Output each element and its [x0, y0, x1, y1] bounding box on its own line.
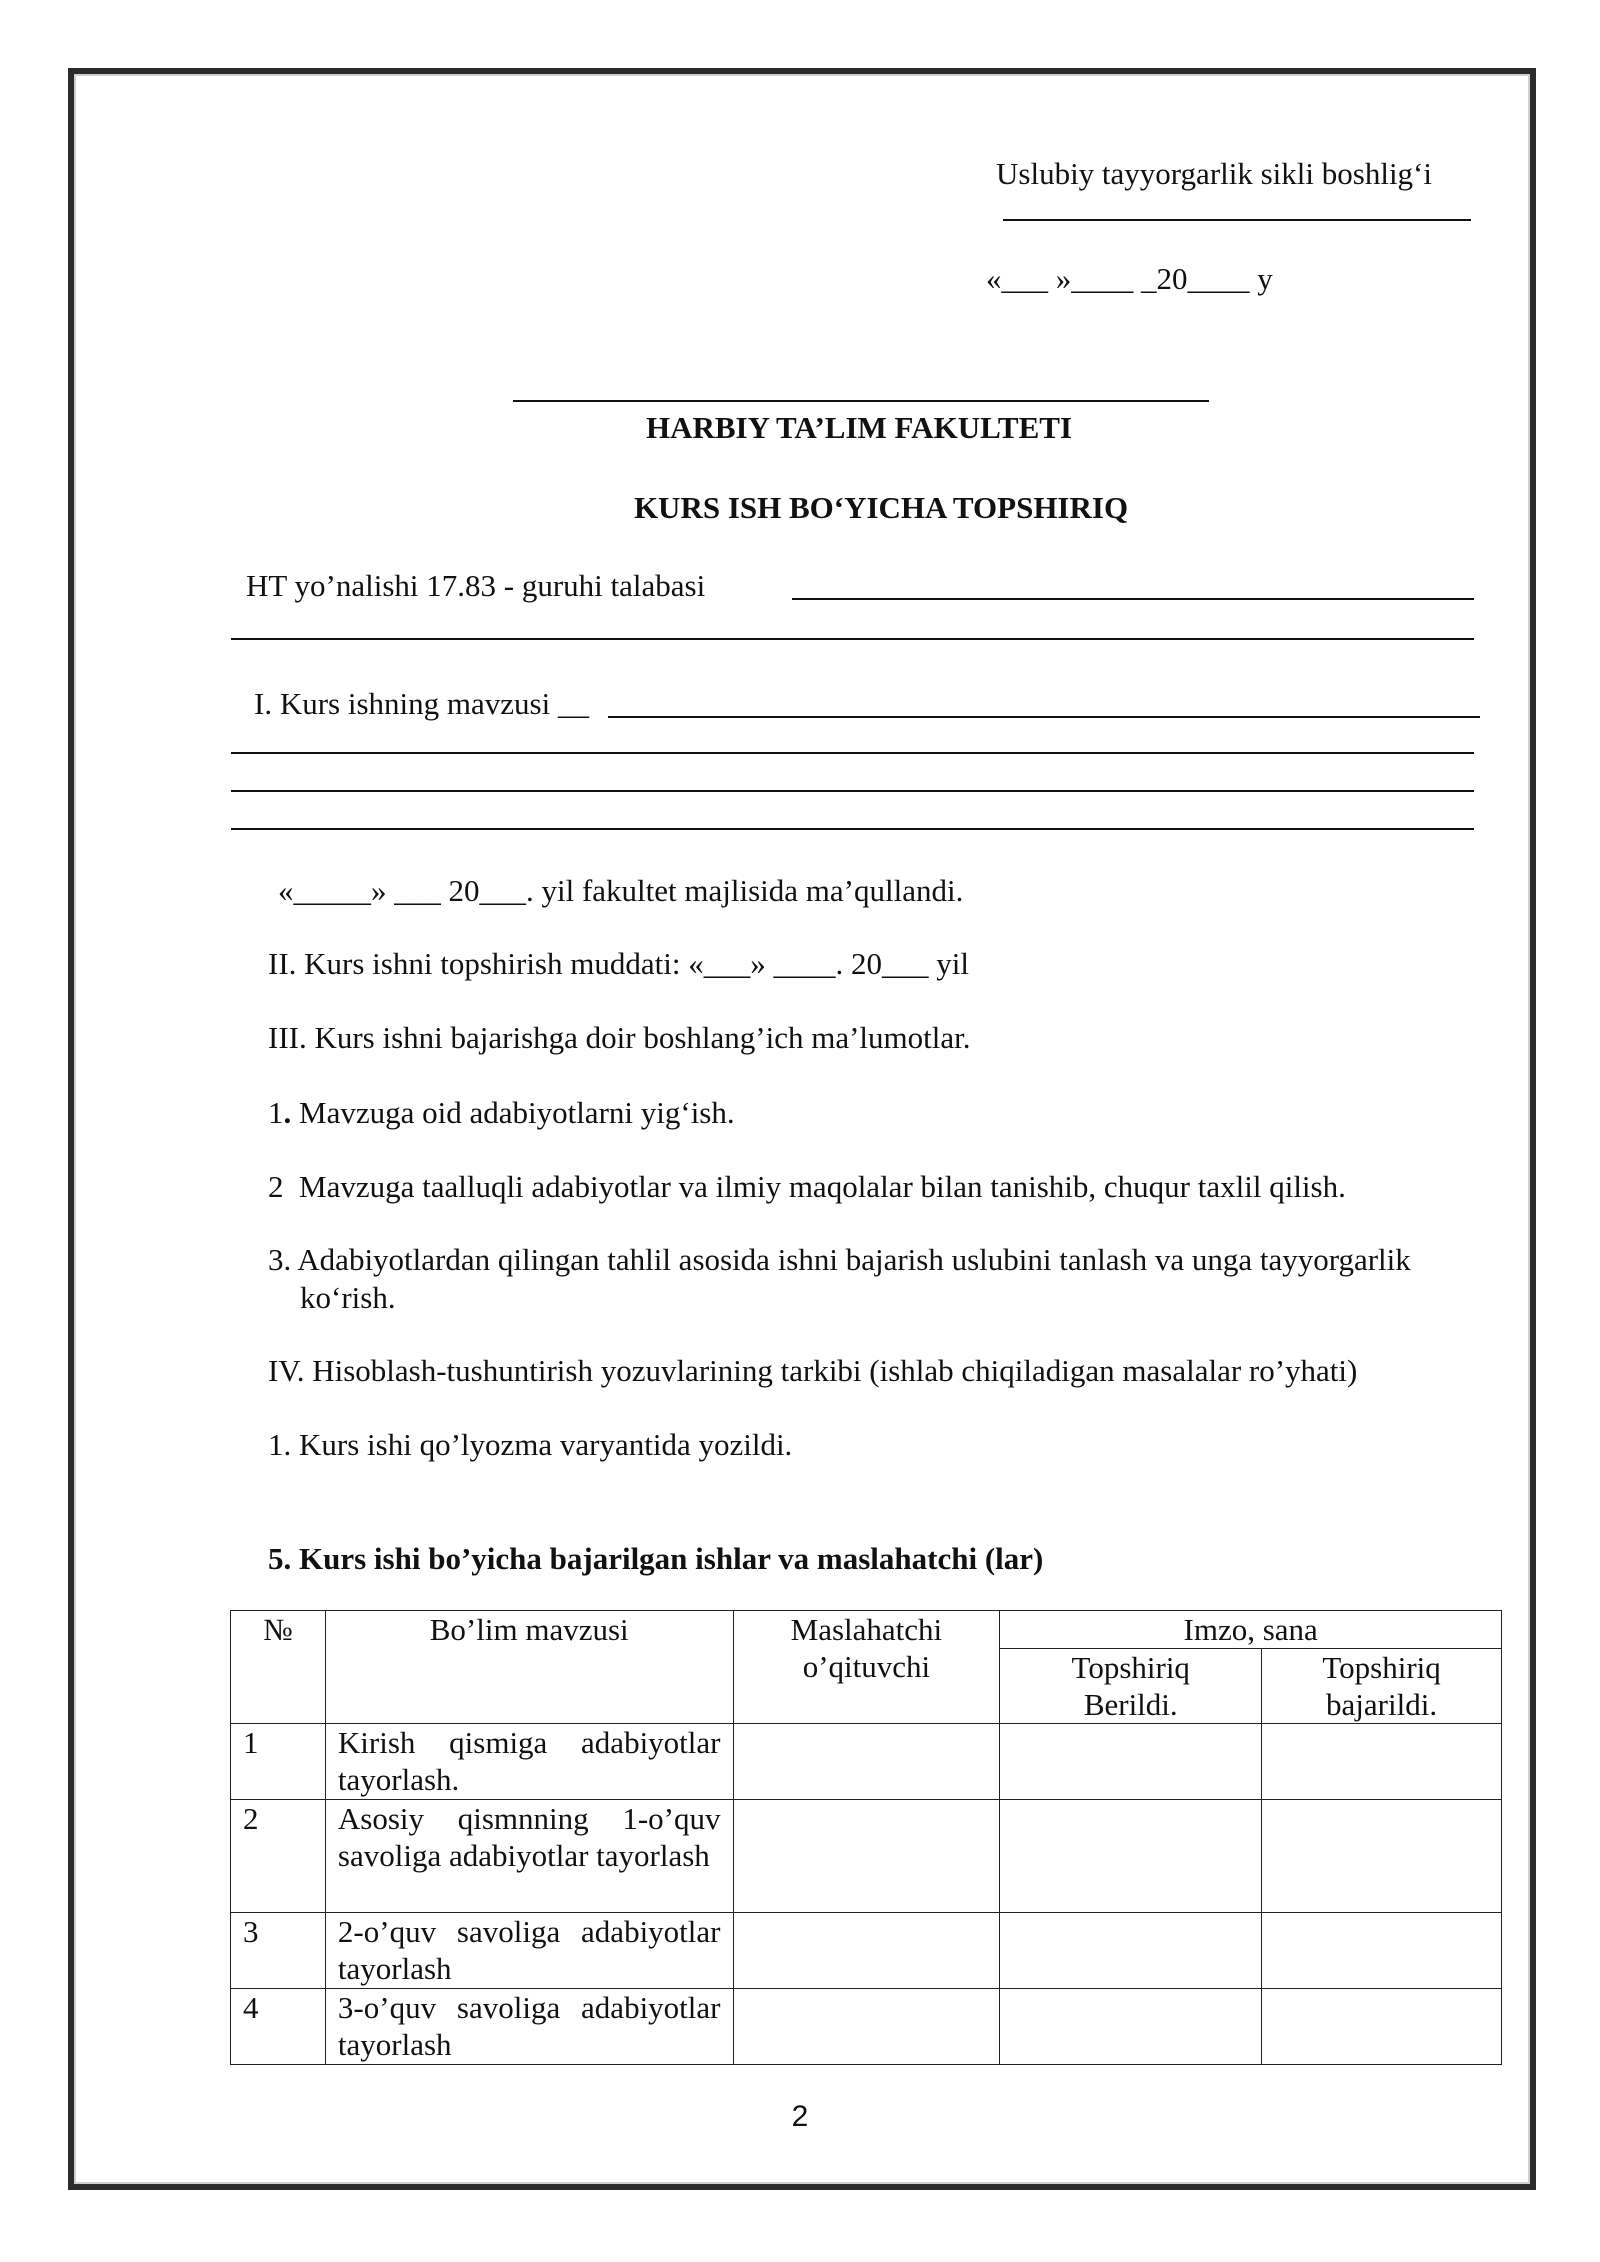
row-topic: Asosiy qismnning 1-o’quv savoliga adabiyotlar tayorlash	[325, 1800, 733, 1913]
header-task-given	[1000, 1649, 1262, 1724]
row-given-cell	[1000, 1800, 1262, 1913]
approval-date-line: «___ »____ _20____ y	[986, 261, 1273, 296]
document-title: KURS ISH BO‘YICHA TOPSHIRIQ	[633, 490, 1129, 525]
faculty-title: HARBIY TA’LIM FAKULTETI	[645, 410, 1073, 445]
page-number: 2	[791, 2100, 809, 2133]
header-task-done-line1: Topshiriq	[1322, 1650, 1441, 1685]
topic-line-2	[231, 752, 1474, 754]
row-number: 2	[231, 1800, 326, 1913]
section-3-item-1: 1. Mavzuga oid adabiyotlarni yig‘ish.	[268, 1095, 735, 1130]
row-number: 1	[231, 1724, 326, 1800]
student-name-line-2	[231, 638, 1474, 640]
approval-title: Uslubiy tayyorgarlik sikli boshlig‘i	[996, 156, 1432, 191]
topic-line-1	[608, 716, 1480, 718]
row-given-cell	[1000, 1989, 1262, 2065]
row-advisor-cell	[733, 1989, 1000, 2065]
student-name-line	[792, 598, 1474, 600]
row-number: 4	[231, 1989, 326, 2065]
header-task-done	[1262, 1649, 1502, 1724]
item-text: Mavzuga oid adabiyotlarni yig‘ish.	[299, 1095, 735, 1130]
row-topic: Kirish qismiga adabiyotlar tayorlash.	[325, 1724, 733, 1800]
table-row	[231, 1800, 1502, 1913]
row-advisor-cell	[733, 1724, 1000, 1800]
row-advisor-cell	[733, 1800, 1000, 1913]
approval-signature-line	[1003, 219, 1471, 221]
row-done-cell	[1262, 1989, 1502, 2065]
row-topic: 2-o’quv savoliga adabiyotlar tayorlash	[325, 1913, 733, 1989]
student-line-label: HT yo’nalishi 17.83 - guruhi talabasi	[246, 568, 706, 603]
section-2: II. Kurs ishni topshirish muddati: «___» ____. 20___ yil	[268, 946, 969, 981]
item-text: Adabiyotlardan qilingan tahlil asosida ishni bajarish uslubini tanlash va unga tayyorgarlik	[297, 1242, 1411, 1277]
row-done-cell	[1262, 1724, 1502, 1800]
section-4: IV. Hisoblash-tushuntirish yozuvlarining tarkibi (ishlab chiqiladigan masalalar ro’yhati)	[268, 1353, 1358, 1388]
header-signature: Imzo, sana	[1000, 1611, 1502, 1649]
row-given-cell	[1000, 1724, 1262, 1800]
header-topic: Bo’lim mavzusi	[325, 1611, 733, 1724]
topic-line-3	[231, 790, 1474, 792]
section-3: III. Kurs ishni bajarishga doir boshlang’ich ma’lumotlar.	[268, 1020, 971, 1055]
row-done-cell	[1262, 1800, 1502, 1913]
header-task-given-line1: Topshiriq	[1071, 1650, 1190, 1685]
item-number: 1	[268, 1095, 284, 1130]
row-given-cell	[1000, 1913, 1262, 1989]
header-task-given-line2: Berildi.	[1083, 1687, 1178, 1722]
row-topic: 3-o’quv savoliga adabiyotlar tayorlash	[325, 1989, 733, 2065]
header-advisor	[733, 1611, 1000, 1724]
row-advisor-cell	[733, 1913, 1000, 1989]
approved-line: «_____» ___ 20___. yil fakultet majlisida ma’qullandi.	[278, 873, 964, 908]
row-number: 3	[231, 1913, 326, 1989]
table-row	[231, 1989, 1502, 2065]
header-number: №	[231, 1611, 326, 1724]
table-row	[231, 1724, 1502, 1800]
item-number: 3.	[268, 1242, 292, 1277]
works-table	[230, 1610, 1502, 2065]
header-rule	[513, 400, 1209, 402]
section-4-item-1: 1. Kurs ishi qo’lyozma varyantida yozildi.	[268, 1427, 793, 1462]
topic-line-4	[231, 828, 1474, 830]
section-3-item-3-cont: ko‘rish.	[300, 1280, 396, 1315]
item-text: Mavzuga taalluqli adabiyotlar va ilmiy maqolalar bilan tanishib, chuqur taxlil qilish.	[299, 1169, 1346, 1204]
header-task-done-line2: bajarildi.	[1326, 1687, 1438, 1722]
header-advisor-line2: o’qituvchi	[802, 1649, 931, 1684]
table-row	[231, 1913, 1502, 1989]
section-5-title: 5. Kurs ishi bo’yicha bajarilgan ishlar va maslahatchi (lar)	[268, 1541, 1044, 1576]
section-3-item-3	[268, 1244, 1411, 1275]
section-1-label: I. Kurs ishning mavzusi __	[254, 686, 589, 721]
header-advisor-line1: Maslahatchi	[790, 1612, 943, 1647]
item-number: 2	[268, 1169, 284, 1204]
row-done-cell	[1262, 1913, 1502, 1989]
section-3-item-2	[268, 1171, 1346, 1202]
